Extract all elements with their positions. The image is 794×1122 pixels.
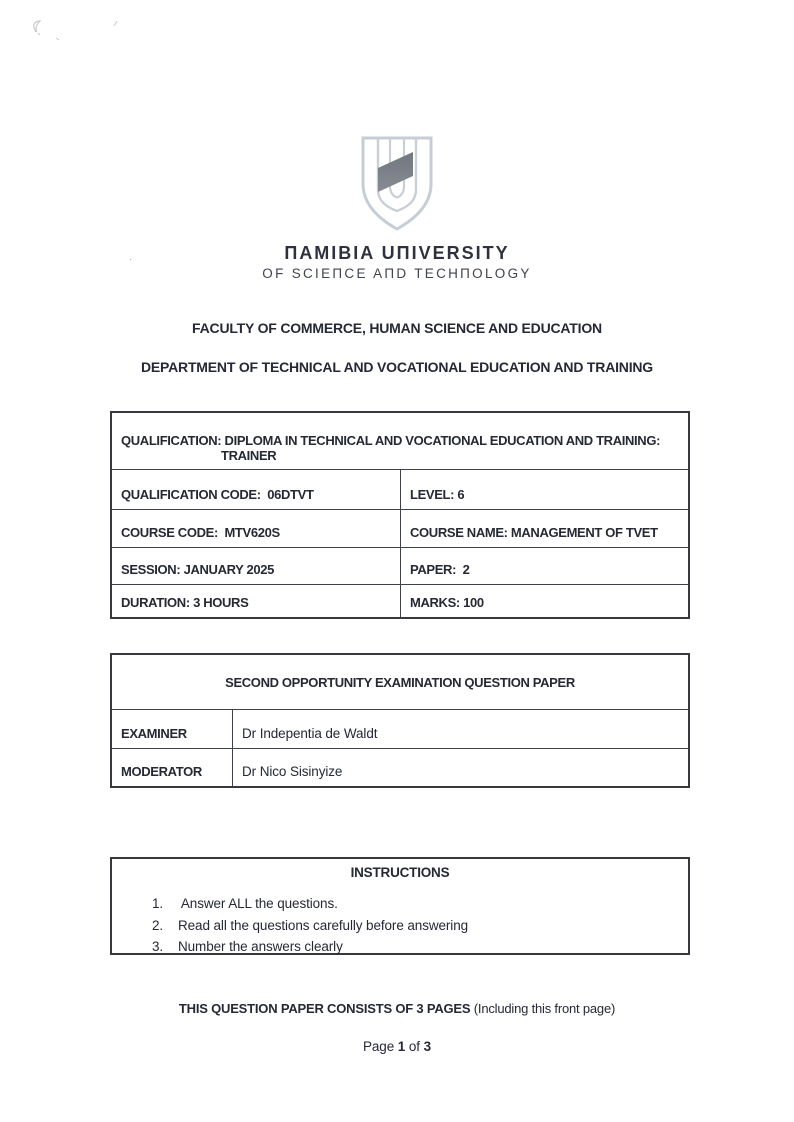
table-row bbox=[112, 547, 688, 584]
instruction-item: 2. Read all the questions carefully before answering bbox=[152, 917, 469, 933]
instructions-title: INSTRUCTIONS bbox=[350, 865, 450, 880]
instructions-box bbox=[110, 857, 690, 955]
session-cell: SESSION: JANUARY 2025 bbox=[121, 562, 275, 577]
page-number-line: Page 1 of 3 bbox=[363, 1039, 431, 1054]
page-count-bold: THIS QUESTION PAPER CONSISTS OF 3 PAGES bbox=[178, 1001, 471, 1016]
total-page-number: 3 bbox=[423, 1039, 431, 1054]
examiner-label: EXAMINER bbox=[121, 726, 187, 741]
course-details-table bbox=[110, 411, 690, 619]
examiner-table bbox=[110, 653, 690, 788]
qualification-trainer-text: TRAINER bbox=[221, 448, 277, 463]
pen-scribble-mark bbox=[22, 14, 137, 50]
university-name: ПAMIBIA UПIVERSITY bbox=[284, 243, 510, 263]
page-count-note bbox=[0, 1001, 794, 1016]
instruction-item: 3. Number the answers clearly bbox=[152, 939, 343, 954]
paper-title-row bbox=[112, 655, 688, 709]
table-row bbox=[112, 584, 688, 617]
instructions-list bbox=[112, 893, 688, 958]
scan-speck: · bbox=[129, 254, 133, 265]
table-row bbox=[112, 469, 688, 509]
course-code-cell: COURSE CODE: MTV620S bbox=[121, 525, 280, 540]
instruction-item: 1. Answer ALL the questions. bbox=[152, 896, 338, 911]
table-row bbox=[112, 509, 688, 547]
department-heading: DEPARTMENT OF TECHNICAL AND VOCATIONAL EDUCATION AND TRAINING bbox=[140, 359, 653, 375]
qualification-row bbox=[112, 413, 688, 469]
university-logo bbox=[347, 134, 447, 238]
course-name-cell: COURSE NAME: MANAGEMENT OF TVET bbox=[400, 510, 688, 547]
examiner-row bbox=[112, 709, 688, 748]
marks-cell: MARKS: 100 bbox=[400, 585, 688, 617]
duration-cell: DURATION: 3 HOURS bbox=[121, 595, 249, 610]
examiner-name: Dr Indepentia de Waldt bbox=[232, 710, 688, 748]
moderator-row bbox=[112, 748, 688, 786]
current-page-number: 1 bbox=[397, 1039, 406, 1054]
paper-title: SECOND OPPORTUNITY EXAMINATION QUESTION PAPER bbox=[225, 674, 575, 690]
moderator-name: Dr Nico Sisinyize bbox=[232, 749, 688, 786]
qualification-text: QUALIFICATION: DIPLOMA IN TECHNICAL AND VOCATIONAL EDUCATION AND TRAINING: bbox=[121, 433, 661, 448]
moderator-label: MODERATOR bbox=[121, 764, 202, 779]
university-subtitle: OF SCIEПCE AПD TECHПOLOGY bbox=[262, 266, 532, 281]
level-cell: LEVEL: 6 bbox=[400, 470, 688, 509]
qualification-code-cell: QUALIFICATION CODE: 06DTVT bbox=[121, 487, 314, 502]
faculty-heading: FACULTY OF COMMERCE, HUMAN SCIENCE AND EDUCATION bbox=[192, 320, 602, 336]
page-count-regular: (Including this front page) bbox=[470, 1001, 616, 1016]
paper-cell: PAPER: 2 bbox=[400, 548, 688, 584]
